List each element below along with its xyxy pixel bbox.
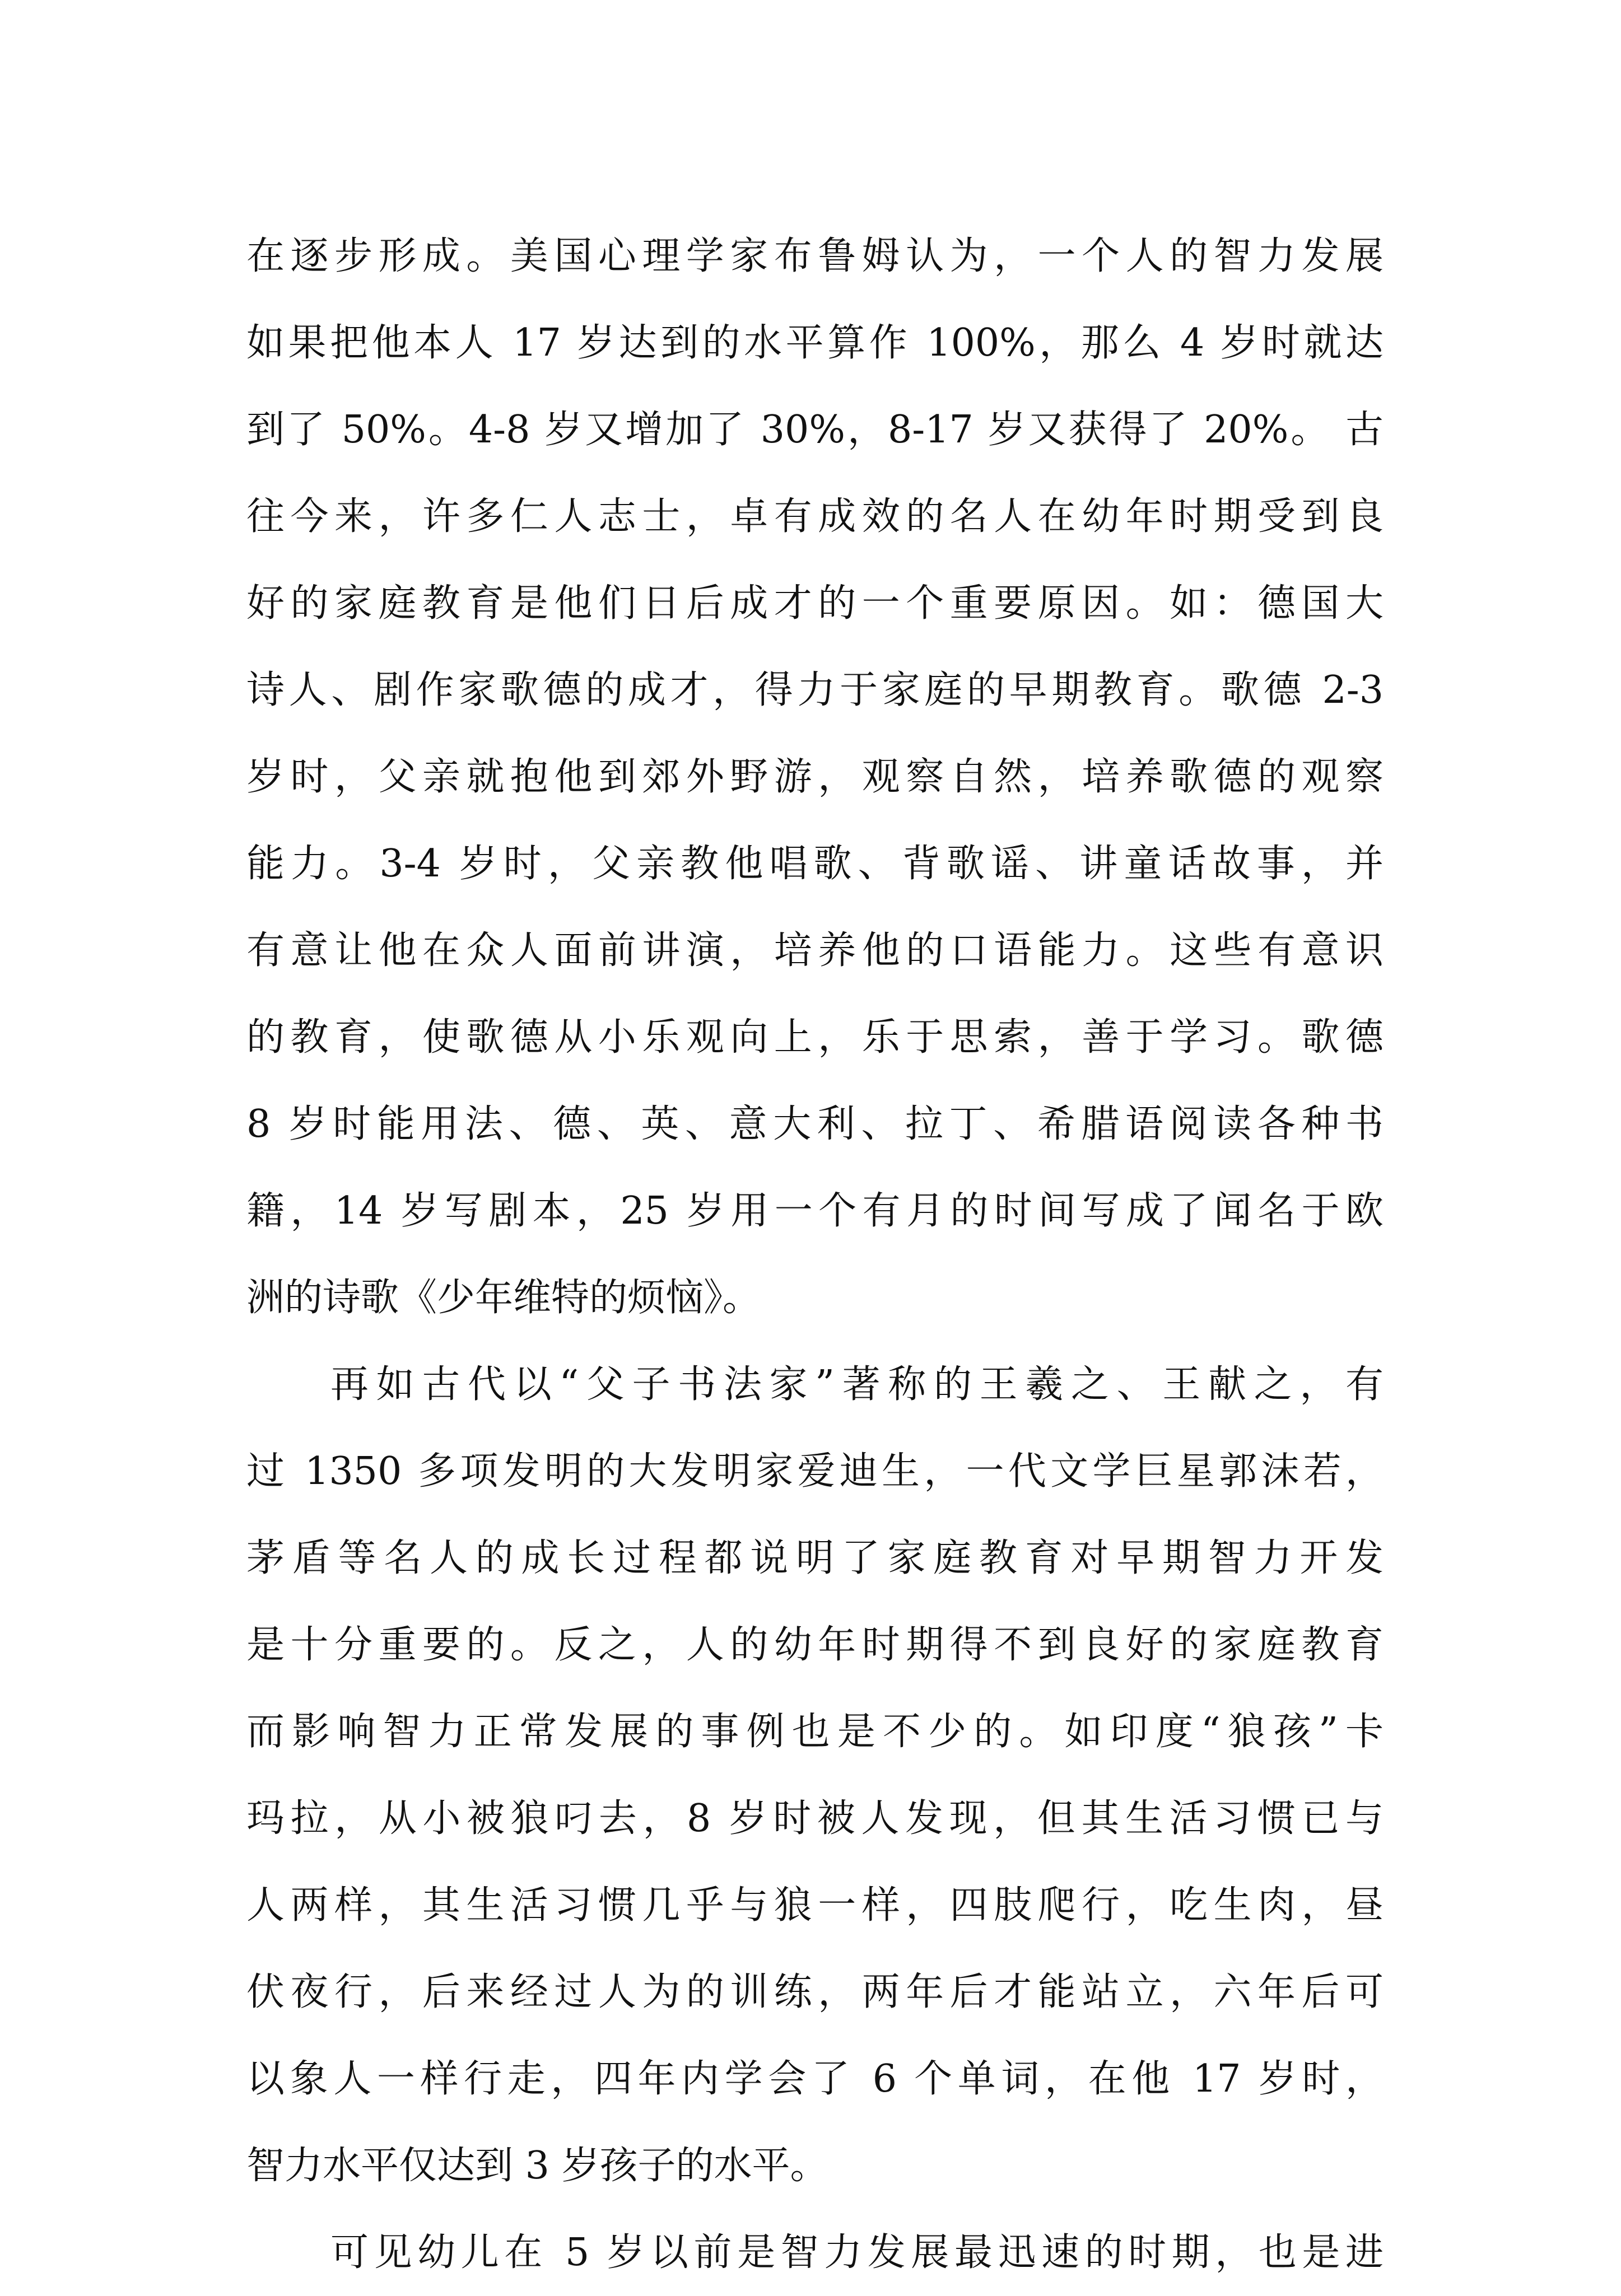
text-line: 往今来，许多仁人志士，卓有成效的名人在幼年时期受到良 <box>246 494 1384 539</box>
text-line: 能力。3-4 岁时，父亲教他唱歌、背歌谣、讲童话故事，并 <box>246 842 1384 886</box>
text-line: 到了 50%。4-8 岁又增加了 30%，8-17 岁又获得了 20%。 古 <box>246 408 1384 452</box>
text-line: 以象人一样行走，四年内学会了 6 个单词，在他 17 岁时， <box>246 2057 1384 2101</box>
text-line: 可见幼儿在 5 岁以前是智力发展最迅速的时期，也是进 <box>330 2230 1384 2275</box>
text-line: 洲的诗歌《少年维特的烦恼》。 <box>246 1276 761 1320</box>
text-line: 的教育，使歌德从小乐观向上，乐于思索，善于学习。歌德 <box>246 1015 1384 1060</box>
text-line: 有意让他在众人面前讲演，培养他的口语能力。这些有意识 <box>246 928 1384 973</box>
text-line: 人两样，其生活习惯几乎与狼一样，四肢爬行，吃生肉，昼 <box>246 1883 1384 1928</box>
text-line: 岁时，父亲就抱他到郊外野游，观察自然，培养歌德的观察 <box>246 755 1384 799</box>
text-line: 籍，14 岁写剧本，25 岁用一个有月的时间写成了闻名于欧 <box>246 1189 1384 1233</box>
text-line: 茅盾等名人的成长过程都说明了家庭教育对早期智力开发 <box>246 1536 1384 1580</box>
text-line: 好的家庭教育是他们日后成才的一个重要原因。如：德国大 <box>246 581 1384 626</box>
text-line: 8 岁时能用法、德、英、意大利、拉丁、希腊语阅读各种书 <box>246 1102 1384 1146</box>
text-line: 诗人、剧作家歌德的成才，得力于家庭的早期教育。歌德 2-3 <box>246 668 1384 712</box>
text-line: 过 1350 多项发明的大发明家爱迪生，一代文学巨星郭沫若， <box>246 1449 1384 1494</box>
text-line: 再如古代以“父子书法家”著称的王羲之、王献之，有 <box>330 1362 1384 1407</box>
text-line: 玛拉，从小被狼叼去，8 岁时被人发现，但其生活习惯已与 <box>246 1796 1384 1841</box>
text-line: 如果把他本人 17 岁达到的水平算作 100%，那么 4 岁时就达 <box>246 321 1384 365</box>
text-line: 伏夜行，后来经过人为的训练，两年后才能站立，六年后可 <box>246 1970 1384 2014</box>
text-line: 而影响智力正常发展的事例也是不少的。如印度“狼孩”卡 <box>246 1710 1384 1754</box>
body-text <box>246 213 1384 2296</box>
text-line: 智力水平仅达到 3 岁孩子的水平。 <box>246 2144 828 2188</box>
text-line: 是十分重要的。反之，人的幼年时期得不到良好的家庭教育 <box>246 1623 1384 1667</box>
text-line: 在逐步形成。美国心理学家布鲁姆认为，一个人的智力发展 <box>246 234 1384 278</box>
